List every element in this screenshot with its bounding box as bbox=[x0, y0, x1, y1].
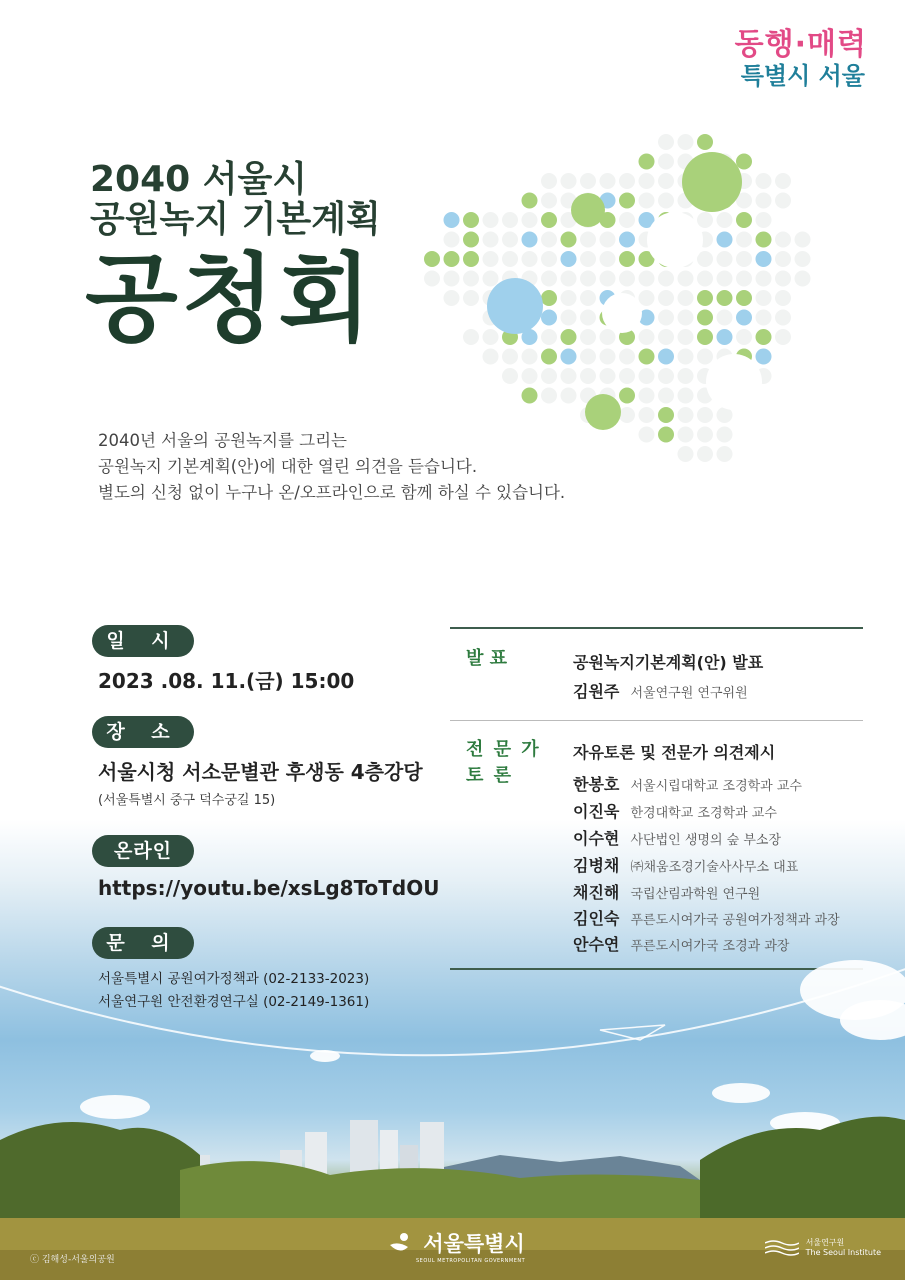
map-dot bbox=[600, 251, 616, 267]
map-dot bbox=[561, 271, 577, 287]
map-dot bbox=[522, 368, 538, 384]
map-dot bbox=[502, 232, 518, 248]
map-dot bbox=[736, 212, 752, 228]
map-dot bbox=[736, 290, 752, 306]
discussion-title: 자유토론 및 전문가 의견제시 bbox=[573, 743, 776, 762]
discussion-label-line2: 토 론 bbox=[466, 765, 514, 786]
map-dot bbox=[717, 212, 733, 228]
intro-line: 별도의 신청 없이 누구나 온/오프라인으로 함께 하실 수 있습니다. bbox=[98, 483, 566, 502]
map-dot bbox=[658, 388, 674, 404]
map-dot bbox=[580, 310, 596, 326]
seoul-institute-logo bbox=[765, 1238, 881, 1258]
map-dot bbox=[697, 212, 713, 228]
map-dot bbox=[717, 271, 733, 287]
map-dot bbox=[697, 349, 713, 365]
map-dot bbox=[678, 388, 694, 404]
map-dot bbox=[678, 349, 694, 365]
map-dot bbox=[561, 173, 577, 189]
map-dot bbox=[561, 251, 577, 267]
map-dot bbox=[658, 134, 674, 150]
map-dot bbox=[463, 329, 479, 345]
institute-name-en: The Seoul Institute bbox=[805, 1248, 881, 1257]
map-dot bbox=[444, 212, 460, 228]
intro-text bbox=[98, 428, 565, 506]
map-dot bbox=[639, 193, 655, 209]
map-dot bbox=[678, 427, 694, 443]
map-dot bbox=[561, 232, 577, 248]
map-dot bbox=[541, 212, 557, 228]
map-dot bbox=[756, 193, 772, 209]
map-dot bbox=[444, 290, 460, 306]
online-link[interactable]: https://youtu.be/xsLg8ToTdOU bbox=[98, 876, 440, 900]
map-dot bbox=[463, 232, 479, 248]
person-affiliation: 한경대학교 조경학과 교수 bbox=[630, 806, 777, 821]
map-dot bbox=[736, 310, 752, 326]
map-dot bbox=[541, 232, 557, 248]
map-dot bbox=[639, 154, 655, 170]
map-dot bbox=[424, 271, 440, 287]
person-affiliation: ㈜채움조경기술사사무소 대표 bbox=[630, 860, 799, 875]
map-dot bbox=[541, 388, 557, 404]
map-accent-dot bbox=[585, 394, 621, 430]
seoul-city-logo bbox=[388, 1228, 525, 1264]
map-dot bbox=[463, 290, 479, 306]
map-dot bbox=[736, 329, 752, 345]
map-accent-dot bbox=[706, 354, 762, 410]
map-dot bbox=[561, 329, 577, 345]
map-accent-dot bbox=[571, 193, 605, 227]
map-dot bbox=[795, 271, 811, 287]
map-dot bbox=[580, 232, 596, 248]
map-dot bbox=[483, 349, 499, 365]
map-dot bbox=[619, 212, 635, 228]
map-dot bbox=[775, 232, 791, 248]
panelist bbox=[573, 799, 777, 825]
map-dot bbox=[756, 251, 772, 267]
online-label-badge: 온라인 bbox=[92, 835, 194, 867]
map-dot bbox=[463, 271, 479, 287]
place-address: (서울특별시 중구 덕수궁길 15) bbox=[98, 793, 276, 808]
map-dot bbox=[463, 251, 479, 267]
map-dot bbox=[522, 212, 538, 228]
map-dot bbox=[658, 368, 674, 384]
slogan-line1: 동행·매력 bbox=[734, 27, 867, 62]
map-dot bbox=[580, 349, 596, 365]
seoul-slogan-logo bbox=[735, 28, 867, 90]
map-dot bbox=[541, 349, 557, 365]
map-dot bbox=[580, 368, 596, 384]
map-dot bbox=[717, 427, 733, 443]
map-dot bbox=[775, 271, 791, 287]
map-dot bbox=[502, 349, 518, 365]
map-dot bbox=[697, 134, 713, 150]
map-dot bbox=[541, 329, 557, 345]
map-dot bbox=[639, 271, 655, 287]
slogan-line2: 특별시 서울 bbox=[740, 61, 865, 90]
person-name: 김원주 bbox=[573, 682, 620, 701]
map-dot bbox=[639, 388, 655, 404]
panelist bbox=[573, 772, 802, 798]
map-dot bbox=[775, 193, 791, 209]
map-dot bbox=[639, 329, 655, 345]
contact-line: 서울연구원 안전환경연구실 (02-2149-1361) bbox=[98, 994, 370, 1010]
map-dot bbox=[483, 212, 499, 228]
map-dot bbox=[580, 251, 596, 267]
map-dot bbox=[756, 349, 772, 365]
map-dot bbox=[600, 271, 616, 287]
map-dot bbox=[522, 349, 538, 365]
person-name: 안수연 bbox=[573, 935, 620, 954]
map-dot bbox=[561, 388, 577, 404]
map-dot bbox=[717, 290, 733, 306]
presenter bbox=[573, 679, 748, 705]
person-name: 이진욱 bbox=[573, 802, 620, 821]
map-dot bbox=[756, 212, 772, 228]
map-dot bbox=[619, 368, 635, 384]
person-name: 이수현 bbox=[573, 829, 620, 848]
map-dot bbox=[483, 271, 499, 287]
map-dot bbox=[658, 271, 674, 287]
seoul-logo-text: 서울특별시 bbox=[423, 1232, 525, 1256]
map-dot bbox=[639, 368, 655, 384]
map-dot bbox=[561, 349, 577, 365]
map-dot bbox=[678, 134, 694, 150]
contact-label-badge: 문 의 bbox=[92, 927, 194, 959]
map-dot bbox=[619, 388, 635, 404]
map-dot bbox=[736, 232, 752, 248]
map-dot bbox=[795, 232, 811, 248]
map-dot bbox=[678, 446, 694, 462]
map-dot bbox=[522, 193, 538, 209]
map-dot bbox=[736, 154, 752, 170]
map-dot bbox=[561, 368, 577, 384]
map-dot bbox=[541, 173, 557, 189]
program-top-rule bbox=[450, 627, 863, 629]
subtitle-line1: 2040 서울시 bbox=[90, 159, 308, 200]
map-dot bbox=[678, 407, 694, 423]
map-dot bbox=[424, 251, 440, 267]
program-divider bbox=[450, 720, 863, 721]
event-title: 공청회 bbox=[85, 243, 376, 355]
map-dot bbox=[756, 232, 772, 248]
map-dot bbox=[678, 290, 694, 306]
map-dot bbox=[522, 232, 538, 248]
map-dot bbox=[600, 349, 616, 365]
map-dot bbox=[756, 173, 772, 189]
seoul-logo-subtext: SEOUL METROPOLITAN GOVERNMENT bbox=[416, 1258, 526, 1264]
sky-arc-decoration bbox=[0, 880, 905, 1110]
panelist bbox=[573, 826, 781, 852]
map-dot bbox=[775, 173, 791, 189]
person-affiliation: 푸른도시여가국 공원여가정책과 과장 bbox=[630, 913, 840, 928]
map-dot bbox=[736, 251, 752, 267]
map-dot bbox=[600, 368, 616, 384]
map-dot bbox=[541, 368, 557, 384]
panelist bbox=[573, 853, 798, 879]
map-dot bbox=[697, 290, 713, 306]
map-accent-dot bbox=[682, 152, 742, 212]
map-dot bbox=[483, 251, 499, 267]
map-accent-dot bbox=[647, 212, 703, 268]
subtitle-line2: 공원녹지 기본계획 bbox=[90, 199, 381, 241]
map-dot bbox=[600, 232, 616, 248]
map-dot bbox=[502, 251, 518, 267]
map-dot bbox=[775, 329, 791, 345]
map-dot bbox=[619, 349, 635, 365]
cloud-decoration bbox=[310, 1050, 340, 1062]
map-dot bbox=[717, 329, 733, 345]
map-dot bbox=[658, 310, 674, 326]
intro-line: 공원녹지 기본계획(안)에 대한 열린 의견을 듣습니다. bbox=[98, 457, 478, 476]
place-label-badge: 장 소 bbox=[92, 716, 194, 748]
map-dot bbox=[756, 310, 772, 326]
map-dot bbox=[541, 290, 557, 306]
date-value: 2023 .08. 11.(금) 15:00 bbox=[98, 669, 355, 693]
person-affiliation: 사단법인 생명의 숲 부소장 bbox=[630, 833, 782, 848]
map-dot bbox=[795, 251, 811, 267]
discussion-label-line1: 전 문 가 bbox=[466, 739, 541, 760]
map-dot bbox=[678, 310, 694, 326]
map-dot bbox=[463, 212, 479, 228]
map-dot bbox=[619, 193, 635, 209]
person-name: 채진해 bbox=[573, 883, 620, 902]
map-dot bbox=[697, 407, 713, 423]
map-dot bbox=[678, 329, 694, 345]
map-dot bbox=[697, 329, 713, 345]
map-dot bbox=[561, 310, 577, 326]
map-dot bbox=[756, 290, 772, 306]
map-accent-dot bbox=[602, 293, 642, 333]
map-dot bbox=[580, 173, 596, 189]
map-dot bbox=[756, 271, 772, 287]
map-dot bbox=[697, 446, 713, 462]
map-dot bbox=[522, 251, 538, 267]
map-accent-dot bbox=[487, 278, 543, 334]
map-dot bbox=[639, 427, 655, 443]
person-name: 김인숙 bbox=[573, 909, 620, 928]
map-dot bbox=[541, 193, 557, 209]
map-dot bbox=[697, 310, 713, 326]
place-value: 서울시청 서소문별관 후생동 4층강당 bbox=[98, 760, 423, 784]
intro-line: 2040년 서울의 공원녹지를 그리는 bbox=[98, 431, 347, 450]
map-dot bbox=[717, 310, 733, 326]
map-dot bbox=[736, 271, 752, 287]
map-dot bbox=[541, 251, 557, 267]
map-dot bbox=[678, 368, 694, 384]
discussion-label bbox=[466, 737, 541, 789]
map-dot bbox=[658, 173, 674, 189]
map-dot bbox=[639, 407, 655, 423]
map-dot bbox=[639, 173, 655, 189]
map-dot bbox=[697, 271, 713, 287]
map-dot bbox=[658, 427, 674, 443]
map-dot bbox=[639, 290, 655, 306]
map-dot bbox=[502, 368, 518, 384]
map-dot bbox=[541, 310, 557, 326]
map-dot bbox=[541, 271, 557, 287]
map-dot bbox=[502, 212, 518, 228]
map-dot bbox=[619, 271, 635, 287]
map-dot bbox=[619, 251, 635, 267]
map-dot bbox=[600, 173, 616, 189]
map-dot bbox=[658, 329, 674, 345]
seoul-emblem-icon bbox=[388, 1231, 412, 1255]
map-dot bbox=[717, 232, 733, 248]
map-dot bbox=[444, 232, 460, 248]
map-dot bbox=[580, 329, 596, 345]
map-dot bbox=[561, 290, 577, 306]
map-dot bbox=[697, 427, 713, 443]
date-label-badge: 일 시 bbox=[92, 625, 194, 657]
map-dot bbox=[619, 407, 635, 423]
map-dot bbox=[678, 271, 694, 287]
map-dot bbox=[580, 290, 596, 306]
person-affiliation: 서울시립대학교 조경학과 교수 bbox=[630, 779, 802, 794]
map-dot bbox=[444, 271, 460, 287]
person-affiliation: 푸른도시여가국 조경과 과장 bbox=[630, 939, 790, 954]
contact-line: 서울특별시 공원여가정책과 (02-2133-2023) bbox=[98, 971, 370, 987]
photo-credit: ⓒ 김해성-서울의공원 bbox=[30, 1255, 115, 1265]
map-dot bbox=[658, 193, 674, 209]
map-dot bbox=[580, 271, 596, 287]
map-dot bbox=[658, 407, 674, 423]
institute-name-ko: 서울연구원 bbox=[805, 1238, 845, 1247]
map-dot bbox=[619, 232, 635, 248]
presentation-title: 공원녹지기본계획(안) 발표 bbox=[573, 653, 764, 672]
map-dot bbox=[775, 251, 791, 267]
event-subtitle bbox=[90, 160, 381, 241]
person-affiliation: 서울연구원 연구위원 bbox=[630, 686, 748, 701]
map-dot bbox=[775, 310, 791, 326]
map-dot bbox=[600, 329, 616, 345]
presentation-label: 발 표 bbox=[466, 648, 508, 669]
map-dot bbox=[756, 329, 772, 345]
map-dot bbox=[639, 349, 655, 365]
map-dot bbox=[658, 290, 674, 306]
person-name: 김병채 bbox=[573, 856, 620, 875]
map-dot bbox=[658, 349, 674, 365]
map-dot bbox=[483, 329, 499, 345]
map-dot bbox=[522, 388, 538, 404]
map-dot bbox=[619, 173, 635, 189]
seoul-institute-emblem-icon bbox=[765, 1239, 799, 1257]
person-affiliation: 국립산림과학원 연구원 bbox=[630, 887, 761, 902]
map-dot bbox=[658, 154, 674, 170]
map-dot bbox=[717, 251, 733, 267]
person-name: 한봉호 bbox=[573, 775, 620, 794]
map-dot bbox=[775, 290, 791, 306]
map-dot bbox=[483, 232, 499, 248]
map-dot bbox=[444, 251, 460, 267]
map-dot bbox=[717, 446, 733, 462]
